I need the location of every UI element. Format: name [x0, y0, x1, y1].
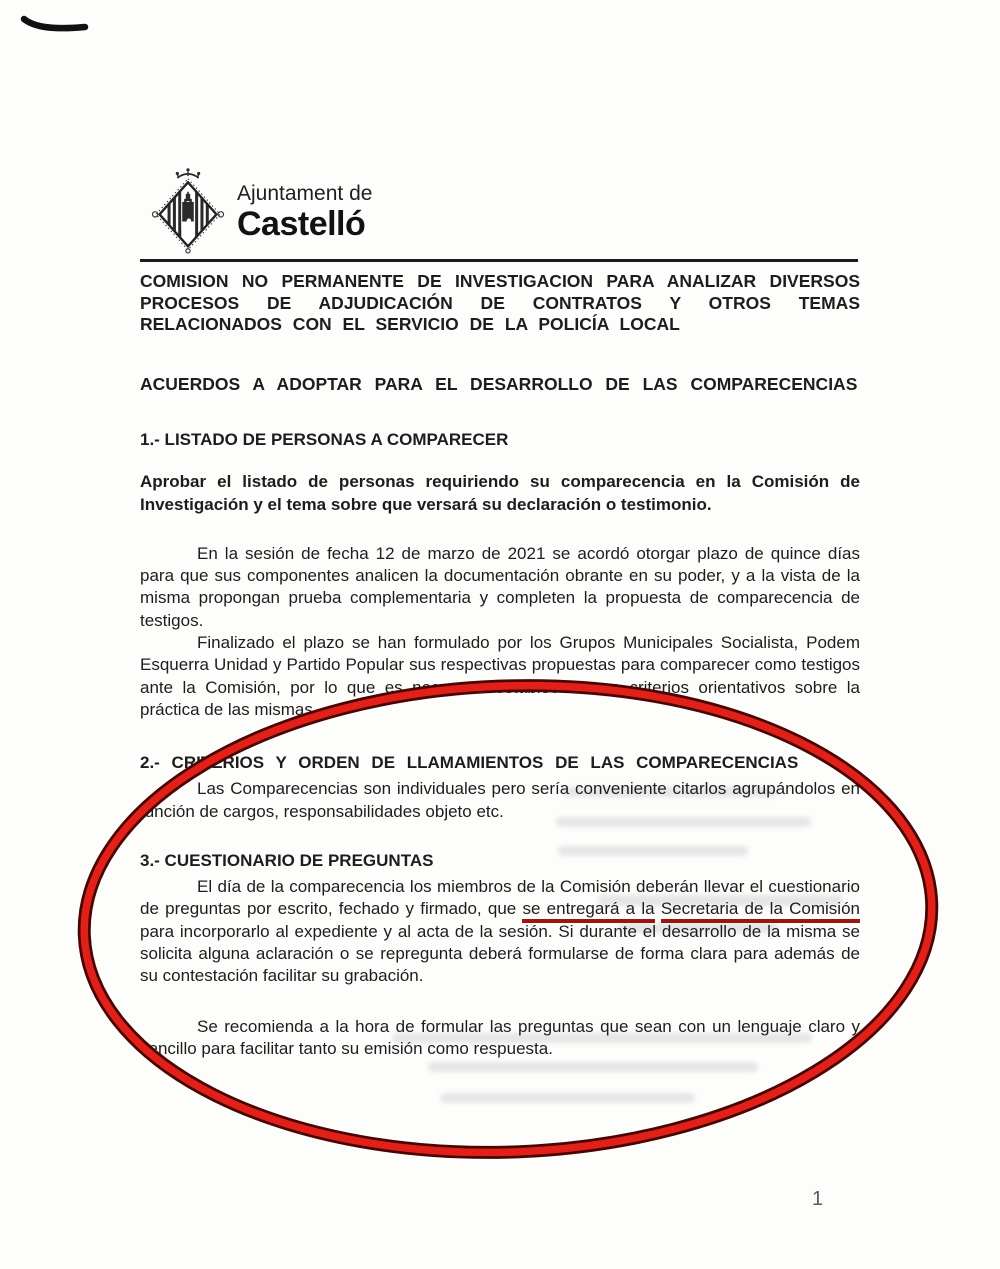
section3-heading: 3.- CUESTIONARIO DE PREGUNTAS [140, 850, 434, 870]
section1-lead-paragraph: Aprobar el listado de personas requiriendo su comparecencia en la Comisión de Investigación y el tema sobre que versará su declaración o testimonio. [140, 472, 860, 514]
section3-paragraph2: Se recomienda a la hora de formular las preguntas que sean con un lenguaje claro y sencillo para facilitar tanto su emisión como respuesta. [140, 1016, 860, 1058]
document-subtitle: ACUERDOS A ADOPTAR PARA EL DESARROLLO DE LAS COMPARECENCIAS [140, 373, 858, 394]
document-body [140, 271, 860, 1060]
header-divider [140, 259, 858, 262]
pen-scan-artifact-icon [0, 0, 120, 60]
logo-org-name-line2: Castelló [237, 205, 366, 243]
section1-paragraph2: Finalizado el plazo se han formulado por los Grupos Municipales Socialista, Podem Esquerra Unidad y Partido Popular sus respectivas propuestas para comparecer como testigos ante la Comisión, por lo que es necesario establecer unos criterios orientativos sobre la práctica de las mismas. [140, 633, 860, 719]
section1-heading: 1.- LISTADO DE PERSONAS A COMPARECER [140, 430, 509, 449]
section3-paragraph1 [140, 876, 860, 987]
city-hall-logo [148, 164, 372, 254]
bleed-through-artifact [440, 1093, 695, 1103]
document-title: COMISION NO PERMANENTE DE INVESTIGACION PARA ANALIZAR DIVERSOS PROCESOS DE ADJUDICACIÓN DE CONTRATOS Y OTROS TEMAS RELACIONADOS CON EL SERVICIO DE LA POLICÍA LOCAL [140, 271, 860, 334]
section3-paragraph1-text-end: para incorporarlo al expediente y al acta de la sesión. Si durante el desarrollo de la misma se solicita alguna aclaración o se repregunta deberá formularse de forma clara para además de su contestación facilitar su grabación. [140, 921, 860, 986]
section3-paragraph1-space [655, 899, 661, 918]
page-number: 1 [812, 1188, 824, 1210]
section2-paragraph1: Las Comparecencias son individuales pero sería conveniente citarlos agrupándolos en función de cargos, responsabilidades objeto etc. [140, 779, 860, 821]
castello-coat-of-arms-icon [148, 164, 228, 254]
logo-org-name-line1: Ajuntament de [237, 182, 373, 205]
red-underlined-phrase-2: Secretaria de la Comisión [661, 899, 860, 923]
section1-paragraph1: En la sesión de fecha 12 de marzo de 2021 se acordó otorgar plazo de quince días para que sus componentes analicen la documentación obrante en su poder, y a la vista de la misma propongan prueba complementaria y completen la propuesta de comparecencia de testigos. [140, 543, 860, 630]
bleed-through-artifact [428, 1062, 758, 1072]
section3-paragraph1-text: El día de la comparecencia los miembros de la Comisión deberán llevar el cuestionario de preguntas por escrito, fechado y firmado, que [140, 877, 860, 919]
section2-heading: 2.- CRITERIOS Y ORDEN DE LLAMAMIENTOS DE LAS COMPARECENCIAS [140, 753, 799, 773]
red-underlined-phrase-1: se entregará a la [522, 899, 654, 923]
